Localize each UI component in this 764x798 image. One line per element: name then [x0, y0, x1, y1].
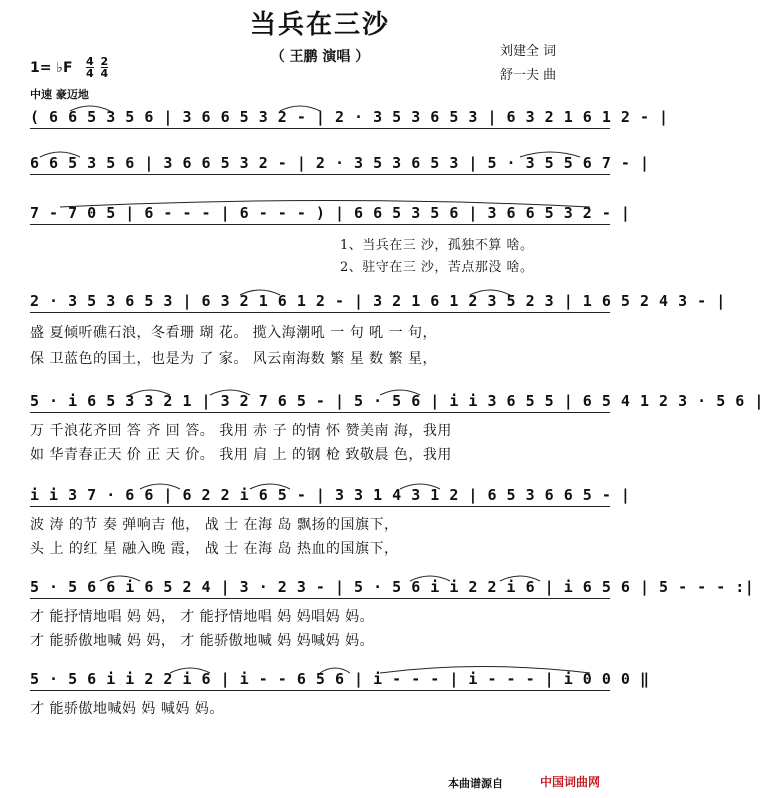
lyric-line: 1、当兵在三 沙，孤独不算 啥。	[340, 238, 534, 253]
lyric-line: 2、驻守在三 沙，苦点那没 啥。	[340, 260, 534, 275]
lyric-line: 才 能抒情地唱 妈 妈， 才 能抒情地唱 妈 妈唱妈 妈。	[30, 609, 375, 625]
lyric-line: 才 能骄傲地喊妈 妈 喊妈 妈。	[30, 701, 224, 717]
site-logo-link[interactable]: 中国词曲网	[540, 775, 601, 789]
notation-line: 2 · 3 5 3 6 5 3 | 6 3 2 1 6 1 2 - | 3 2 1 6 1 2 3 5 2 3 | 1 6 5 2 4 3 - |	[30, 292, 610, 313]
time-signature-primary	[86, 56, 94, 79]
lyric-line: 万 千浪花齐回 答 齐 回 答。 我用 赤 子 的情 怀 赞美南 海，我用	[30, 423, 452, 439]
credits-block	[500, 40, 556, 88]
lyric-line: 波 涛 的节 奏 弹响吉 他， 战 士 在海 岛 飘扬的国旗下，	[30, 517, 399, 533]
notation-line: 5 · 5 6 6 i 6 5 2 4 | 3 · 2 3 - | 5 · 5 6 i i 2 2 i 6 | i 6 5 6 | 5 - - - :|	[30, 578, 610, 599]
notation-line: 5 · 5 6 i i 2 2 i 6 | i - - 6 5 6 | i - - - | i - - - | i 0 0 0 ‖	[30, 670, 610, 691]
lyric-line: 保 卫蓝色的国土，也是为 了 家。 风云南海数 繁 星 数 繁 星，	[30, 351, 438, 367]
notation-line: ( 6 6 5 3 5 6 | 3 6 6 5 3 2 - | 2 · 3 5 3 6 5 3 | 6 3 2 1 6 1 2 - |	[30, 108, 610, 129]
time-sig-num: 2	[100, 55, 109, 68]
key-signature: 1= ♭F	[30, 60, 73, 76]
time-sig-num: 4	[86, 55, 94, 68]
composer-credit: 舒一夫 曲	[500, 68, 557, 83]
time-signature	[86, 56, 111, 79]
lyric-line: 头 上 的红 星 融入晚 霞， 战 士 在海 岛 热血的国旗下，	[30, 541, 399, 557]
lyricist-credit: 刘建全 词	[500, 44, 557, 59]
time-signature-secondary	[101, 56, 109, 79]
lyric-line: 才 能骄傲地喊 妈 妈， 才 能骄傲地喊 妈 妈喊妈 妈。	[30, 633, 375, 649]
song-title: 当兵在三沙	[249, 10, 390, 40]
tempo-marking: 中速 豪迈地	[30, 88, 89, 101]
time-sig-den: 4	[100, 67, 109, 80]
notation-line: 6 6 5 3 5 6 | 3 6 6 5 3 2 - | 2 · 3 5 3 6 5 3 | 5 · 3 5 5 6 7 - |	[30, 154, 610, 175]
lyric-line: 盛 夏倾听礁石浪，冬看珊 瑚 花。 揽入海潮吼 一 句 吼 一 句，	[30, 325, 438, 341]
lyric-line: 如 华青春正天 价 正 天 价。 我用 肩 上 的钢 枪 致敬晨 色，我用	[30, 447, 452, 463]
time-sig-den: 4	[86, 67, 94, 80]
notation-line: 7 - 7 0 5 | 6 - - - | 6 - - - ) | 6 6 5 3 5 6 | 3 6 6 5 3 2 - |	[30, 204, 610, 225]
notation-line: i i 3 7 · 6 6 | 6 2 2 i 6 5 - | 3 3 1 4 3 1 2 | 6 5 3 6 6 5 - |	[30, 486, 610, 507]
source-label: 本曲谱源自	[448, 777, 503, 790]
notation-line: 5 · i 6 5 3 3 2 1 | 3 2 7 6 5 - | 5 · 5 6 | i i 3 6 5 5 | 6 5 4 1 2 3 · 5 6 |	[30, 392, 610, 413]
singer-credit: （ 王鹏 演唱 ）	[270, 49, 370, 65]
